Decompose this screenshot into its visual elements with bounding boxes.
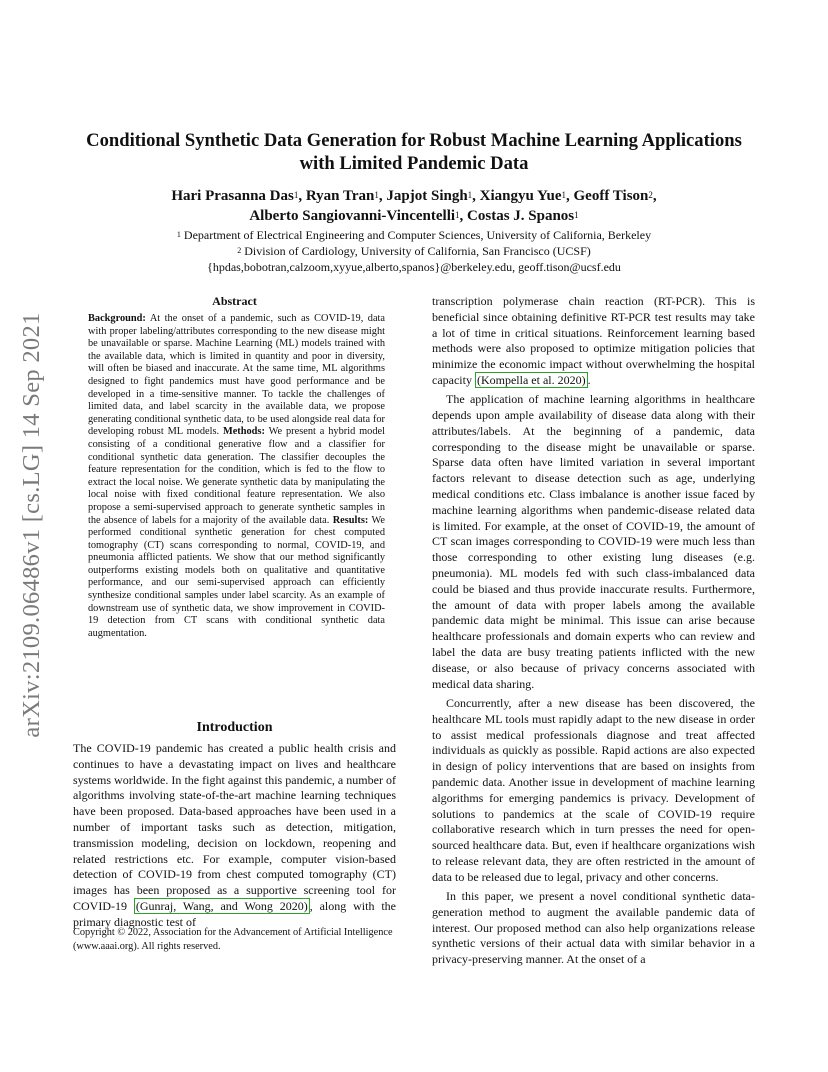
author-emails: {hpdas,bobotran,calzoom,xyyue,alberto,spanos}@berkeley.edu, geoff.tison@ucsf.edu [207, 260, 621, 274]
citation-link[interactable]: (Gunraj, Wang, and Wong 2020) [135, 898, 308, 913]
affiliation-1: $^1$ Department of Electrical Engineering and Computer Sciences, University of California, Berkeley [176, 228, 652, 242]
author-name: Japjot Singh [386, 188, 468, 204]
author-name: Xiangyu Yue [479, 188, 562, 204]
body-paragraph: The application of machine learning algorithms in healthcare depends upon ample availability of disease data along with their attributes/labels. At the beginning of a pandemic, data corresponding to the disease might be unavailable or sparse. Sparse data often have limited variation in several important factors relevant to disease detection such as age, underlying medical conditions etc. Class imbalance is another issue faced by machine learning algorithms when pandemic-disease related data is limited. For example, at the onset of COVID-19, the amount of CT scan images corresponding to COVID-19 were much less than those corresponding to other existing lung diseases (e.g. pneumonia). ML models fed with such class-imbalanced data could be biased and thus provide inaccurate results. Furthermore, the amount of data with proper labels among the available pandemic data might be minimal. This issue can arise because healthcare professionals and domain experts who can review and label the data are busy treating patients inflicted with the new disease, or also because of privacy concerns associated with medical data sharing. [432, 392, 755, 691]
abstract-body [73, 313, 396, 640]
abstract-background-label: Background: [88, 313, 146, 324]
abstract-methods: We present a hybrid model consisting of a conditional generative flow and a classifier for conditional synthetic data generation. The classifier decouples the feature representation for the condition, which is fed to the flow to extract the local noise. We generate synthetic data by manipulating the local noise with fixed conditional feature representation. We also propose a semi-supervised approach to generate synthetic samples in the absence of labels for a majority of the available data. [88, 426, 385, 526]
author-affil-sup: 1 [467, 190, 473, 200]
affiliation-2: $^2$ Division of Cardiology, University of California, San Francisco (UCSF) [237, 244, 591, 258]
author-affil-sup: 1 [561, 190, 567, 200]
introduction-paragraph: The COVID-19 pandemic has created a public health crisis and continues to have a devastating impact on lives and healthcare systems worldwide. In the fight against this pandemic, a number of algorithms involving state-of-the-art machine learning techniques have been proposed. Data-based approaches have been used in a number of important tasks such as detection, mitigation, transmission modeling, decision on lockdown, reopening and related restrictions etc. For example, computer vision-based detection of COVID-19 from chest computed tomography (CT) images has been proposed as a supportive screening tool for COVID-19 (Gunraj, Wang, and Wong 2020) , along with the primary diagnostic test of [73, 741, 397, 929]
abstract-methods-label: Methods: [222, 426, 265, 438]
right-column [432, 294, 755, 968]
abstract-background: At the onset of a pandemic, such as COVID-19, data with proper labeling/attributes corresponding to the new disease might be unavailable or sparse. Machine Learning (ML) models trained with the available data, which is limited in quantity and poor in diversity, will often be biased and inaccurate. At the same time, ML algorithms designed to fight pandemics must have good performance and be developed in a time-sensitive manner. To tackle the challenges of limited data, and label scarcity in the available data, we propose generating conditional synthetic data, to be used alongside real data for developing robust ML models. [88, 313, 386, 438]
introduction-heading: Introduction [196, 720, 273, 735]
abstract-results-label: Results: [332, 514, 369, 526]
abstract-results: We performed conditional synthetic generation for chest computed tomography (CT) scans corresponding to normal, COVID-19, and pneumonia afflicted patients. We show that our method significantly outperforms existing models both on qualitative and quantitative performance, and our semi-supervised approach can efficiently synthesize conditional samples under label scarcity. As an example of downstream use of synthetic data, we show improvement in COVID-19 detection from CT scans with conditional synthetic data augmentation. [88, 514, 385, 639]
title-line-1: Conditional Synthetic Data Generation for Robust Machine Learning Applications [86, 130, 742, 151]
author-name: Geoff Tison [573, 188, 649, 204]
author-name: Hari Prasanna Das [171, 188, 294, 204]
affiliations [60, 227, 768, 275]
author-line-2: Alberto Sangiovanni-Vincentelli$^1$, Costas J. Spanos$^1$ [249, 208, 579, 224]
author-affil-sup: 1 [293, 190, 299, 200]
abstract-heading: Abstract [212, 294, 257, 308]
arxiv-identifier-stamp [12, 290, 52, 760]
body-paragraph: Concurrently, after a new disease has been discovered, the healthcare ML tools must rapidly adapt to the new disease in order to assist medical professionals diagnose and treat affected individuals as quickly as possible. Rapid actions are also expected in design of policy interventions that are based on insights from pandemic data. Another issue in development of machine learning algorithms for emerging pandemics is privacy. Development of solutions to pandemics at the scale of COVID-19 require collaborative research which in turn presses the need for open-sourced healthcare data. But, even if healthcare organizations wish to release relevant data, they are often restricted in the amount of data to be released due to legal, privacy and other concerns. [432, 695, 755, 884]
author-affil-sup: 1 [455, 210, 460, 220]
title-line-2: with Limited Pandemic Data [299, 153, 529, 174]
author-name: Alberto Sangiovanni-Vincentelli [249, 208, 456, 224]
left-column [73, 294, 397, 952]
author-affil-sup: 1 [374, 190, 379, 200]
author-list [60, 186, 768, 226]
arxiv-id-text: arXiv:2109.06486v1 [cs.LG] 14 Sep 2021 [18, 312, 45, 738]
copyright-notice: Copyright © 2022, Association for the Advancement of Artificial Intelligence (www.aaai.org). All rights reserved. [73, 927, 393, 952]
author-name: Ryan Tran [305, 188, 375, 204]
citation-link[interactable]: (Kompella et al. 2020) [476, 372, 586, 387]
body-paragraph: In this paper, we present a novel conditional synthetic data-generation method to augment the available pandemic data of interest. Our proposed method can also help organizations release synthetic versions of their actual data with similar behavior in a privacy-preserving manner. At the onset of a [432, 888, 755, 967]
author-affil-sup: 2 [648, 190, 653, 200]
paper-title [60, 129, 768, 175]
author-line-1: Hari Prasanna Das$^1$, Ryan Tran$^1$, Japjot Singh$^1$, Xiangyu Yue$^1$, Geoff Tison$^2$, [171, 188, 657, 204]
author-name: Costas J. Spanos [467, 208, 575, 224]
body-paragraph: transcription polymerase chain reaction (RT-PCR). This is beneficial since obtaining definitive RT-PCR test results may take a lot of time in critical situations. Reinforcement learning based methods were also proposed to optimize mitigation policies that minimize the economic impact without overwhelming the hospital capacity (Kompella et al. 2020) . [432, 294, 755, 387]
author-affil-sup: 1 [574, 210, 579, 220]
